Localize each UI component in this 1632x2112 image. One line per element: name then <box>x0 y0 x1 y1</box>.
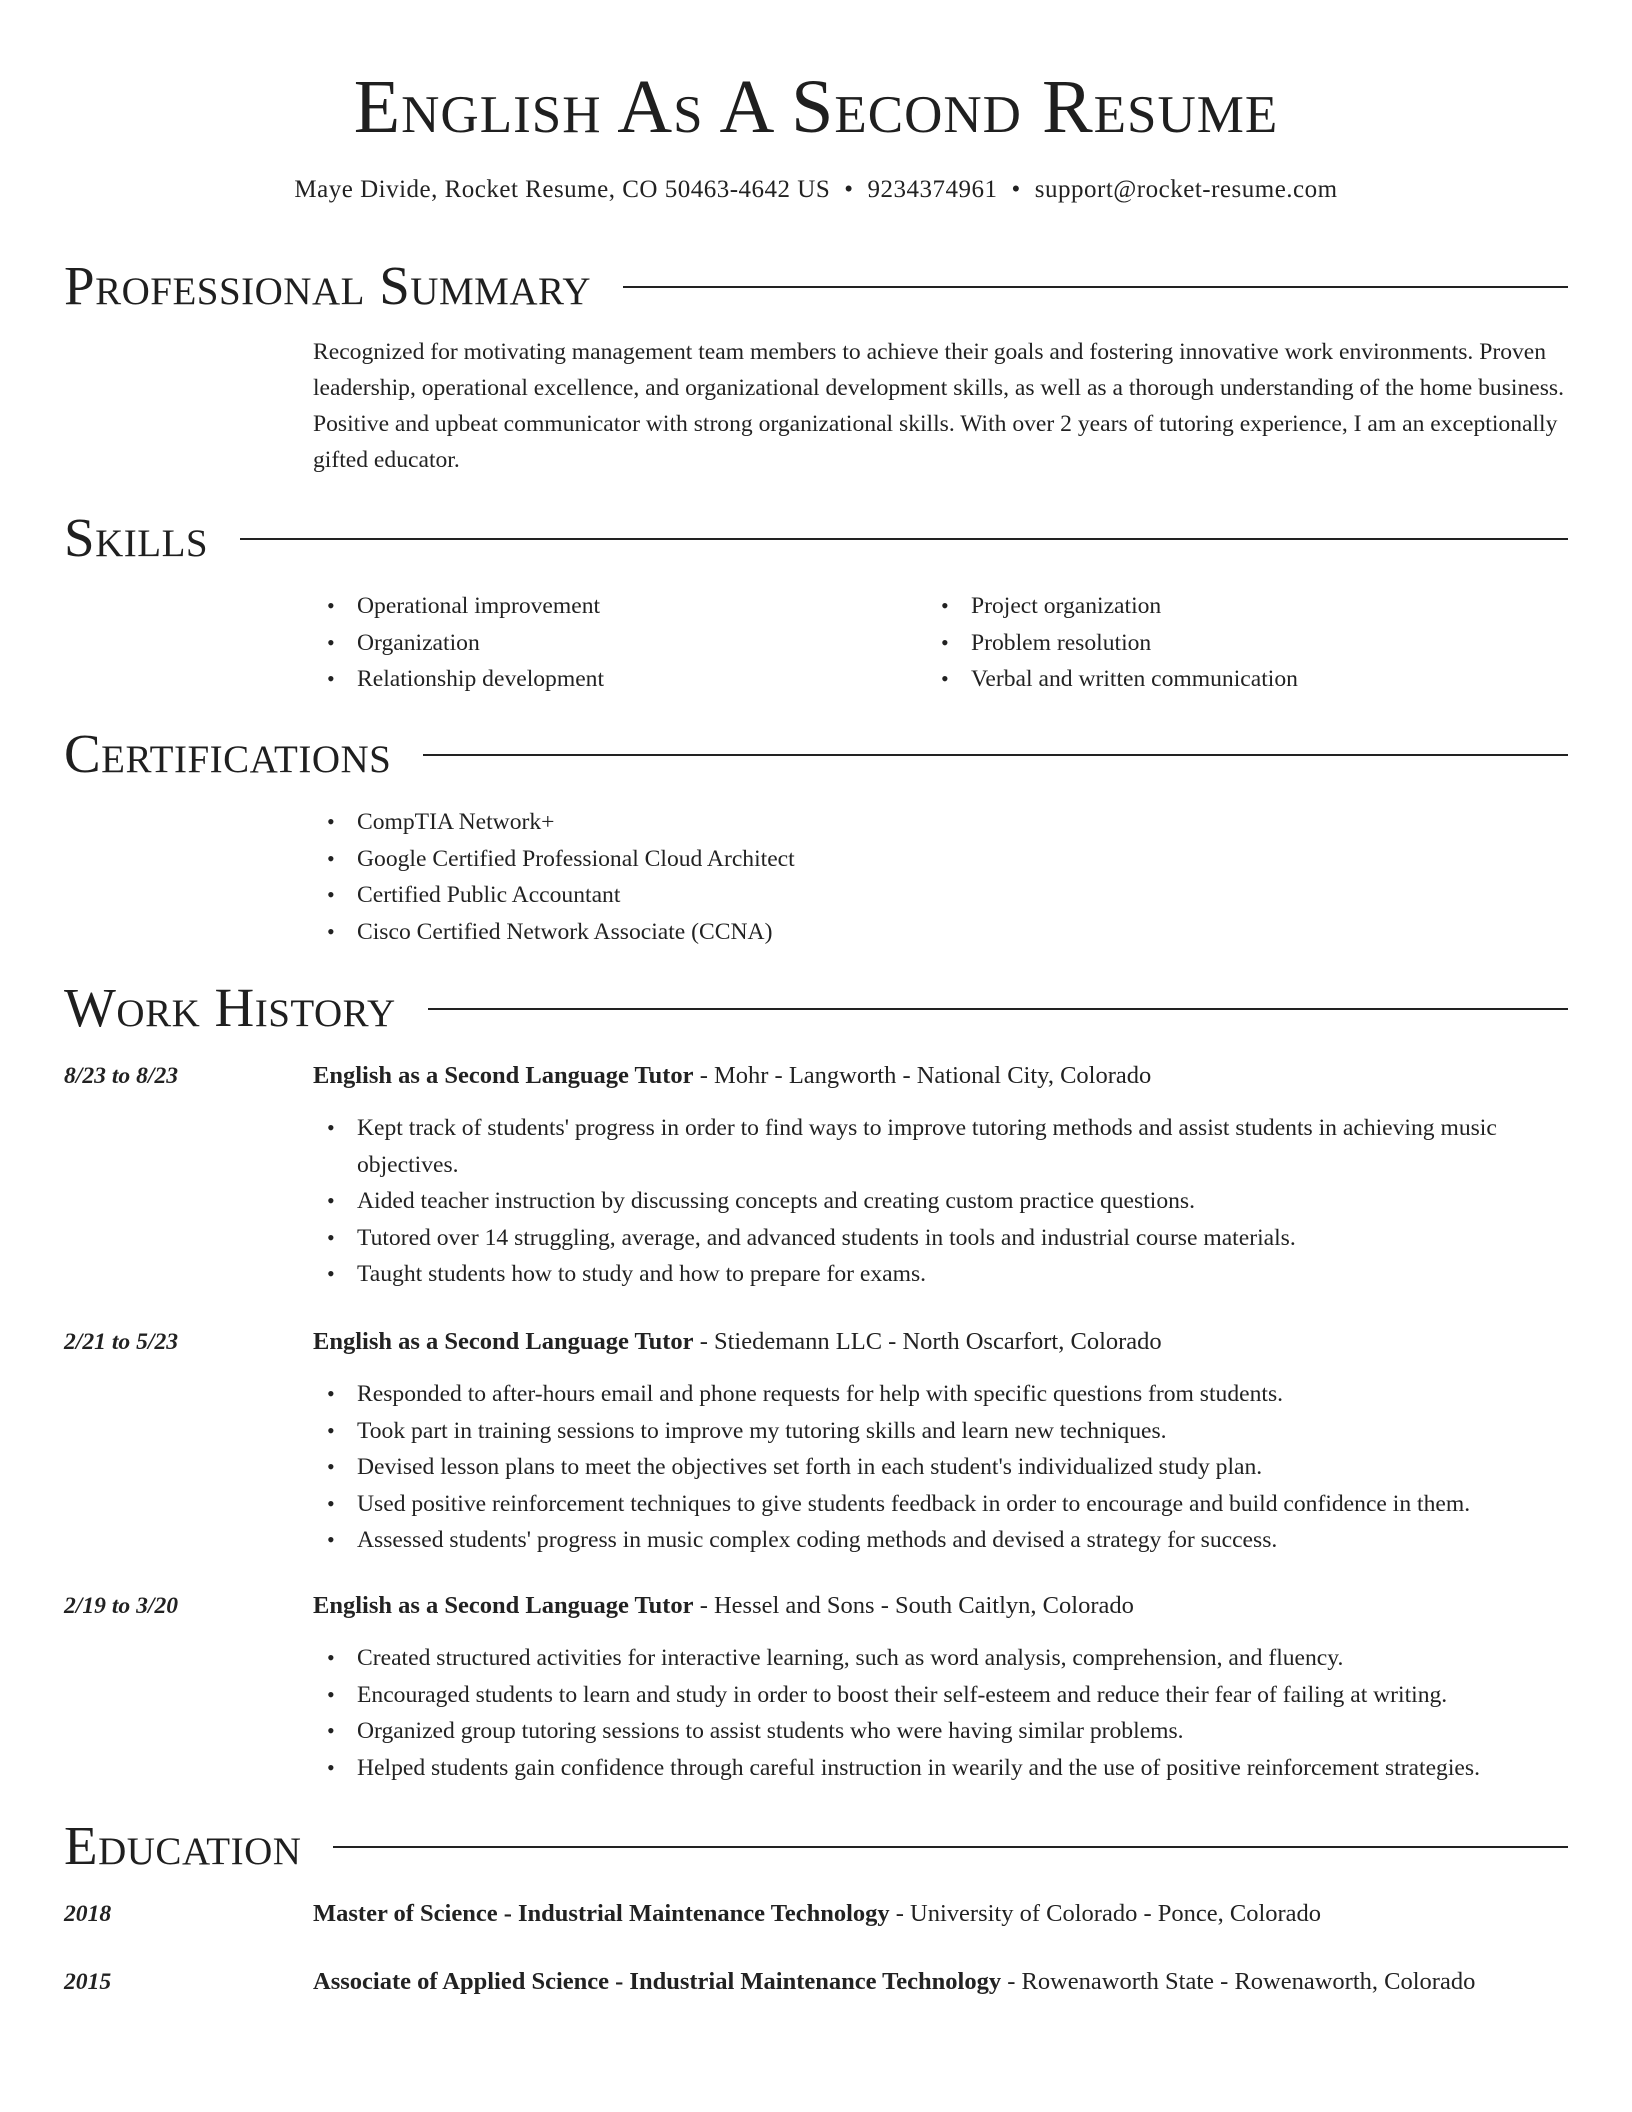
job-dates: 8/23 to 8/23 <box>64 1063 179 1089</box>
education-degree: Associate of Applied Science - Industrial Maintenance Technology <box>313 1968 1002 1995</box>
job-duty: • Encouraged students to learn and study in order to boost their self-esteem and reduce their fear of failing at writing. <box>313 1677 1568 1714</box>
job-heading <box>313 1058 1568 1094</box>
resume-title: English As A Second Resume <box>353 65 1279 149</box>
section-divider <box>240 538 1568 540</box>
contact-email[interactable]: support@rocket-resume.com <box>1034 176 1338 203</box>
education-degree: Master of Science - Industrial Maintenance Technology <box>313 1900 890 1927</box>
job-duties <box>313 1110 1568 1293</box>
education-entry <box>313 1964 1568 2000</box>
skills-list <box>313 588 1568 698</box>
job-dates: 2/19 to 3/20 <box>64 1593 179 1619</box>
job-duty: • Tutored over 14 struggling, average, and advanced students in tools and industrial course materials. <box>313 1220 1568 1257</box>
job-title: English as a Second Language Tutor <box>313 1062 694 1089</box>
section-header-work-history <box>64 976 1568 1040</box>
skill-item: • Problem resolution <box>927 625 1541 662</box>
job-entry <box>313 1058 1568 1293</box>
contact-separator: • <box>844 176 854 203</box>
certifications-list <box>313 804 1568 950</box>
skill-item: • Operational improvement <box>313 588 927 625</box>
certification-item: • CompTIA Network+ <box>313 804 1568 841</box>
education-school: - Rowenaworth State - Rowenaworth, Colorado <box>1001 1968 1476 1995</box>
skill-item: • Verbal and written communication <box>927 661 1541 698</box>
job-duty: • Taught students how to study and how to prepare for exams. <box>313 1256 1568 1293</box>
education-school: - University of Colorado - Ponce, Colorado <box>889 1900 1322 1927</box>
section-divider <box>423 754 1568 756</box>
section-title-skills: Skills <box>64 507 209 568</box>
job-employer: - Stiedemann LLC - North Oscarfort, Colorado <box>693 1328 1162 1355</box>
job-entry <box>313 1588 1568 1786</box>
contact-phone: 9234374961 <box>867 176 998 203</box>
section-title-certifications: Certifications <box>64 723 392 784</box>
summary-text: Recognized for motivating management team members to achieve their goals and fostering innovative work environments. Proven leadership, operational excellence, and organizational development skills, as well as a thorough understanding of the home business. Positive and upbeat communicator with strong organizational skills. With over 2 years of tutoring experience, I am an exceptionally gifted educator. <box>313 339 1564 473</box>
contact-separator: • <box>1011 176 1021 203</box>
education-year: 2015 <box>64 1969 112 1995</box>
job-heading <box>313 1324 1568 1360</box>
section-title-summary: Professional Summary <box>64 255 592 316</box>
job-employer: - Mohr - Langworth - National City, Colorado <box>693 1062 1152 1089</box>
job-dates: 2/21 to 5/23 <box>64 1329 179 1355</box>
job-duties <box>313 1640 1568 1786</box>
section-title-education: Education <box>64 1815 302 1876</box>
section-header-education <box>64 1814 1568 1878</box>
job-title: English as a Second Language Tutor <box>313 1592 694 1619</box>
skill-item: • Project organization <box>927 588 1541 625</box>
job-duty: • Aided teacher instruction by discussing concepts and creating custom practice questions. <box>313 1183 1568 1220</box>
job-heading <box>313 1588 1568 1624</box>
job-employer: - Hessel and Sons - South Caitlyn, Colorado <box>693 1592 1134 1619</box>
job-duty: • Devised lesson plans to meet the objectives set forth in each student's individualized study plan. <box>313 1449 1568 1486</box>
job-title: English as a Second Language Tutor <box>313 1328 694 1355</box>
section-header-summary <box>64 254 1568 318</box>
section-header-certifications <box>64 722 1568 786</box>
job-duty: • Took part in training sessions to improve my tutoring skills and learn new techniques. <box>313 1413 1568 1450</box>
contact-line <box>0 174 1632 206</box>
section-divider <box>333 1846 1568 1848</box>
job-duty: • Kept track of students' progress in order to find ways to improve tutoring methods and assist students in achieving music objectives. <box>313 1110 1568 1183</box>
education-year: 2018 <box>64 1901 112 1927</box>
certification-item: • Google Certified Professional Cloud Architect <box>313 841 1568 878</box>
job-duty: • Responded to after-hours email and phone requests for help with specific questions from students. <box>313 1376 1568 1413</box>
contact-address: Maye Divide, Rocket Resume, CO 50463-4642 US <box>294 176 831 203</box>
job-entry <box>313 1324 1568 1559</box>
skills-column-right <box>927 588 1541 698</box>
job-duty: • Created structured activities for interactive learning, such as word analysis, comprehension, and fluency. <box>313 1640 1568 1677</box>
job-duties <box>313 1376 1568 1559</box>
section-title-work-history: Work History <box>64 977 396 1038</box>
certification-item: • Cisco Certified Network Associate (CCNA) <box>313 914 1568 951</box>
job-duty: • Used positive reinforcement techniques to give students feedback in order to encourage and build confidence in them. <box>313 1486 1568 1523</box>
education-entry <box>313 1896 1568 1932</box>
job-duty: • Organized group tutoring sessions to assist students who were having similar problems. <box>313 1713 1568 1750</box>
certification-item: • Certified Public Accountant <box>313 877 1568 914</box>
skill-item: • Relationship development <box>313 661 927 698</box>
skills-column-left <box>313 588 927 698</box>
section-divider <box>428 1008 1568 1010</box>
job-duty: • Helped students gain confidence through careful instruction in wearily and the use of positive reinforcement strategies. <box>313 1750 1568 1787</box>
section-header-skills <box>64 506 1568 570</box>
skill-item: • Organization <box>313 625 927 662</box>
job-duty: • Assessed students' progress in music complex coding methods and devised a strategy for success. <box>313 1522 1568 1559</box>
section-divider <box>623 286 1568 288</box>
